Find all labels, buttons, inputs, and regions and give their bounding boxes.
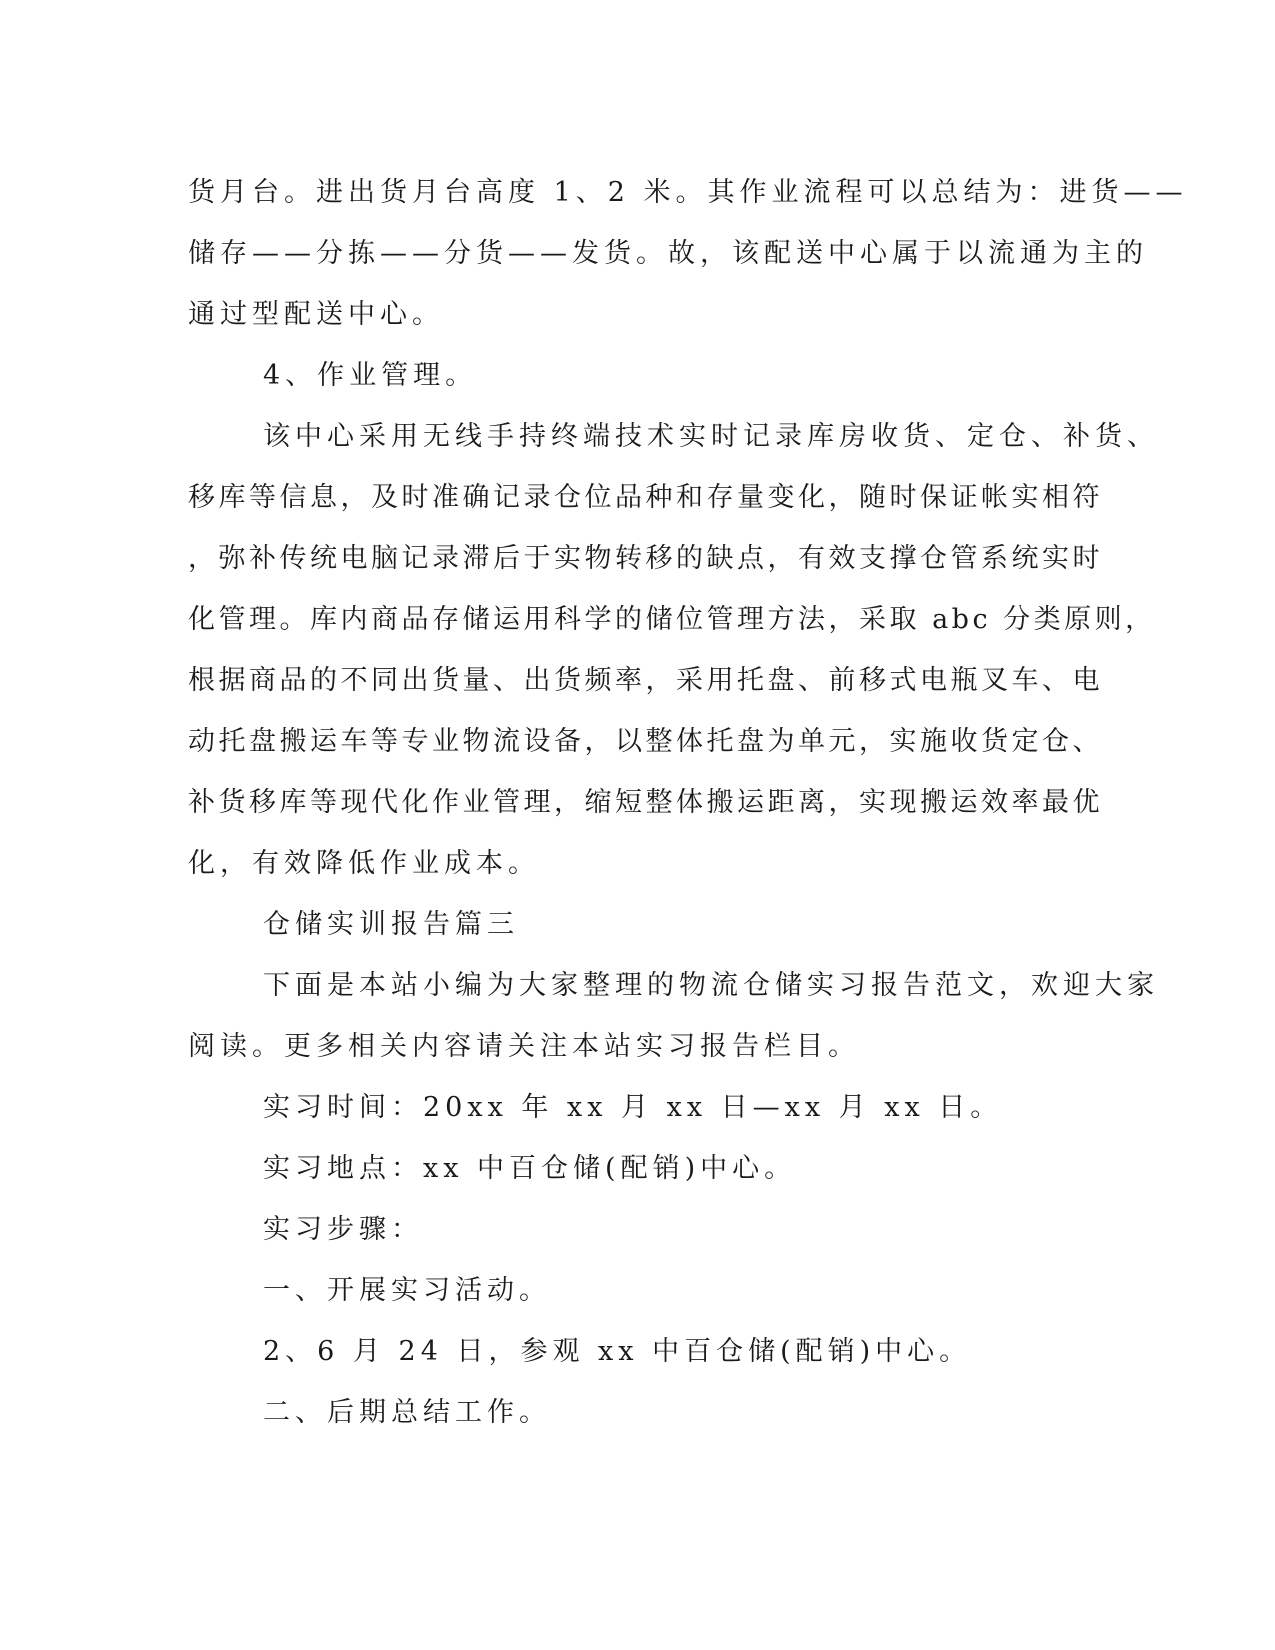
section-title: 仓储实训报告篇三 (263, 909, 519, 940)
paragraph-line: 阅读。更多相关内容请关注本站实习报告栏目。 (188, 1031, 860, 1062)
step-heading: 一、开展实习活动。 (263, 1275, 551, 1306)
paragraph-line: 通过型配送中心。 (188, 299, 444, 330)
paragraph-line: 储存——分拣——分货——发货。故，该配送中心属于以流通为主的 (188, 238, 1148, 269)
internship-time: 实习时间：20xx 年 xx 月 xx 日—xx 月 xx 日。 (263, 1092, 1003, 1123)
section-heading: 4、作业管理。 (263, 360, 478, 391)
step-item: 2、6 月 24 日，参观 xx 中百仓储(配销)中心。 (263, 1336, 972, 1367)
paragraph-line: ，弥补传统电脑记录滞后于实物转移的缺点，有效支撑仓管系统实时 (188, 543, 1103, 574)
internship-steps-label: 实习步骤： (263, 1214, 423, 1245)
paragraph-line: 货月台。进出货月台高度 1、2 米。其作业流程可以总结为：进货—— (188, 177, 1188, 208)
step-heading: 二、后期总结工作。 (263, 1397, 551, 1428)
paragraph-line: 动托盘搬运车等专业物流设备，以整体托盘为单元，实施收货定仓、 (188, 726, 1103, 757)
paragraph-line: 下面是本站小编为大家整理的物流仓储实习报告范文，欢迎大家 (263, 970, 1159, 1001)
paragraph-line: 补货移库等现代化作业管理，缩短整体搬运距离，实现搬运效率最优 (188, 787, 1103, 818)
paragraph-line: 移库等信息，及时准确记录仓位品种和存量变化，随时保证帐实相符 (188, 482, 1103, 513)
document-body (188, 162, 1188, 1443)
paragraph-line: 该中心采用无线手持终端技术实时记录库房收货、定仓、补货、 (263, 421, 1159, 452)
paragraph-line: 根据商品的不同出货量、出货频率，采用托盘、前移式电瓶叉车、电 (188, 665, 1103, 696)
paragraph-line: 化管理。库内商品存储运用科学的储位管理方法，采取 abc 分类原则， (188, 604, 1156, 635)
paragraph-line: 化，有效降低作业成本。 (188, 848, 540, 879)
internship-location: 实习地点：xx 中百仓储(配销)中心。 (263, 1153, 797, 1184)
